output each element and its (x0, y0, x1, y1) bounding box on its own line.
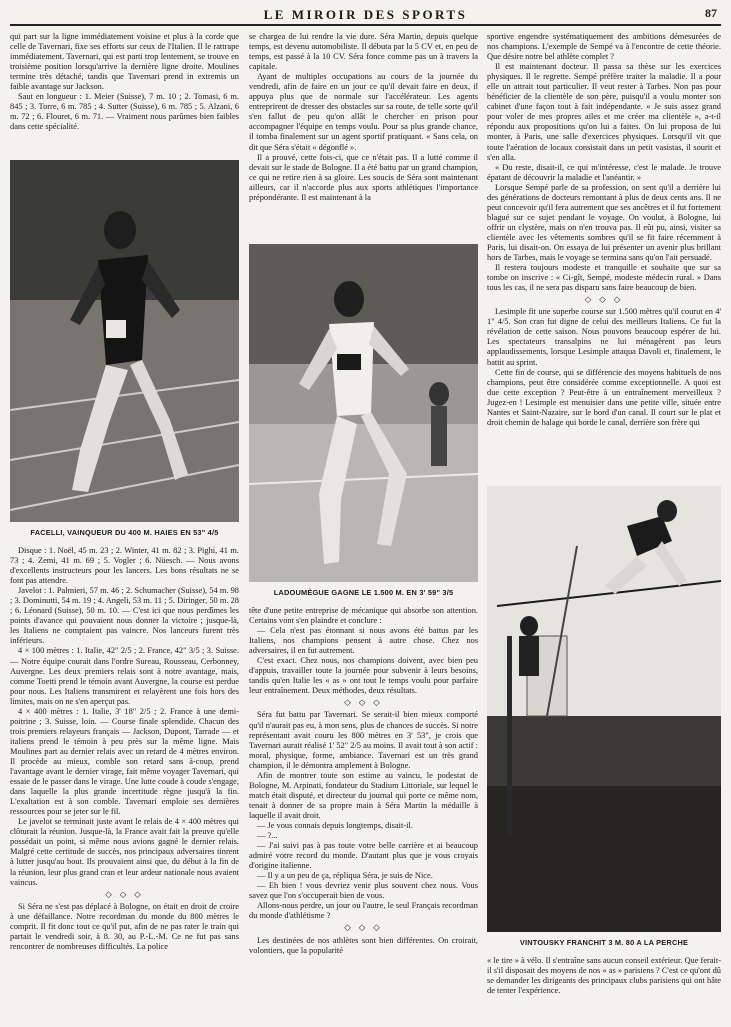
photo-caption-facelli: FACELLI, VAINQUEUR DU 400 M. HAIES EN 53" 4/5 (30, 528, 219, 537)
paragraph: Il est maintenant docteur. Il passa sa thèse sur les exercices physiques. Il le regrette. Sempé préfère traiter la maladie. Il a pour elle un attrait tout particulier. Il veut rester à Tarbes. Non pas pour bénéficier de la clientèle de son père, puisqu'il a voulu monter son cabinet d'une façon tout à fait indépendante. « Je suis assez grand pour voler de mes propres ailes et me créer ma clientèle », a-t-il répondu aux propositions qu'on lui a faites. On lui proposa de lui monter, à Paris, une salle d'exercices physiques. Lorsqu'il vit que toute l'aération de locaux consistait dans un petit vasistas, il sourit et s'en alla. (487, 62, 721, 162)
section-separator: ◇ ◇ ◇ (344, 923, 383, 933)
paragraph: Il restera toujours modeste et tranquille et souhaite que sur sa tombe on inscrive : « Ci-gît, Sempé, modeste médecin rural. » Dans tous les cas, il ne sera pas disparu sans faire beaucoup de bien. (487, 263, 721, 293)
header-rule (10, 24, 721, 26)
paragraph: Allons-nous perdre, un jour ou l'autre, le seul Français recordman du monde d'athlétisme ? (249, 901, 478, 921)
paragraph: Cette fin de course, qui se différencie des moyens habituels de nos champions, peut être considérée comme exceptionnelle. A quoi est due cette exception ? Peut-être à un entraînement merveilleux ? Jugez-en ! Lesimple est menuisier dans une petite ville, située entre Nantes et Saint-Nazaire, sur le bord d'un canal. Il court sur le plat et droit chemin de halage qui borde le canal, derrière son frère qui (487, 367, 721, 427)
paragraph: Si Séra ne s'est pas déplacé à Bologne, on était en droit de croire à une défaillance. Notre recordman du monde du 800 mètres le comprit. Il fit donc tout ce qu'il put, afin de ne pas rater le train qui partait le vendredi soir, à 8. 30, au P.-L.-M. Ce ne fut pas sans rencontrer de nombreuses difficultés. La police (10, 901, 239, 951)
paragraph: Il a prouvé, cette fois-ci, que ce n'était pas. Il a lutté comme il devait sur le stade de Bologne. Il a été battu par un grand champion, ce qui ne retire rien à sa gloire. Les soucis de Séra sont maintenant ailleurs, car il n'accorde plus aux sports athlétiques l'importance prépondérante. Il est maintenant à la (249, 152, 478, 202)
paragraph: Ayant de multiples occupations au cours de la journée du vendredi, afin de faire en un jour ce qu'il devait faire en deux, il appuya plus que de normale sur l'accélérateur. Les agents entreprirent de dresser des obstacles sur sa route, de telle sorte qu'il s'en fallut de peu qu'on allât le chercher en prison pour accompagner l'équipe en temps voulu. Pour sa plus grande chance, il tomba finalement sur un agent sportif pratiquant. « Sans cela, on dit que Séra s'était « dégonflé ». (249, 72, 478, 152)
photo-caption-vintousky: VINTOUSKY FRANCHIT 3 M. 80 A LA PERCHE (519, 938, 689, 947)
section-separator: ◇ ◇ ◇ (584, 295, 624, 305)
column-2-top-text (249, 32, 478, 238)
column-3-bottom-text (487, 956, 721, 1016)
paragraph: — Eh bien ! vous devriez venir plus souvent chez nous. Vous savez que l'on s'occuperait bien de vous. (249, 881, 478, 901)
paragraph: « le tire » à vélo. Il s'entraîne sans aucun conseil extérieur. Que ferait-il s'il disposait des moyens de nos « as » parisiens ? C'est ce qu'ont dû se demander les dirigeants des principaux clubs parisiens qui ont hâte de tenter l'expérience. (487, 956, 721, 996)
column-3-top-text (487, 32, 721, 480)
page-number: 87 (705, 6, 717, 20)
masthead-title: LE MIROIR DES SPORTS (263, 7, 468, 22)
paragraph: Séra fut battu par Tavernari. Se serait-il bien mieux comporté qu'il n'aurait pas eu, à mon sens, plus de chances de succès. Si notre représentant avait couru les 800 mètres en 3' 53", je crois que Tavernari aurait réalisé 1' 52" 2/5 au moins. Il avait tout à son actif : moral, physique, forme, ambiance. Tavernari est un très grand champion, il le démontra amplement à Bologne. (249, 710, 478, 770)
column-2-bottom-text (249, 606, 478, 1016)
column-1-top-text (10, 32, 239, 154)
photo-vintousky-pole-vault (487, 486, 721, 932)
paragraph: sportive engendre systématiquement des ambitions démesurées de nos champions. L'exemple de Sempé va à l'encontre de cette théorie. Que désire notre bel athlète complet ? (487, 32, 721, 62)
paragraph: Saut en longueur : 1. Meier (Suisse), 7 m. 10 ; 2. Tomasi, 6 m. 845 ; 3. Torre, 6 m. 785 ; 4. Sutter (Suisse), 6 m. 785 ; 5. Alzani, 6 m. 72 ; 6. Flouret, 6 m. 71. — Vraiment nous parûmes bien faibles dans cette spécialité. (10, 92, 239, 132)
paragraph: — J'ai suivi pas à pas toute votre belle carrière et ai beaucoup admiré votre record du monde. D'autant plus que je vous croyais d'origine italienne. (249, 841, 478, 871)
section-separator: ◇ ◇ ◇ (105, 889, 144, 899)
paragraph: Lorsque Sempé parle de sa profession, on sent qu'il a derrière lui des générations de docteurs remontant à plus de deux cents ans. Il ne peut concevoir qu'il fera autrement que ses ancêtres et il fut fortement blagué sur ce sujet pendant le voyage. On voulut, à Bologne, lui offrir un clystère, mais on n'en trouva pas. Il eût pu, ainsi, visiter sa clientèle avec les vêtements sombres qu'il se fit faire récemment à Paris, lui disait-on. On essaya de lui présenter un avenir plus brillant hors de Tarbes, mais le voyage se termina sans qu'on l'ait persuadé. (487, 182, 721, 263)
paragraph: Lesimple fit une superbe course sur 1.500 mètres qu'il courut en 4' 1" 4/5. Son cran fut digne de celui des meilleurs Italiens. Ce fut la révélation de cette saison. Nous pouvons beaucoup espérer de lui. Les spectateurs transalpins ne lui ménagèrent pas leurs applaudissements, lorsque Lesimple attaqua Davoli et, finalement, le battit au sprint. (487, 307, 721, 367)
section-separator: ◇ ◇ ◇ (344, 698, 383, 708)
photo-caption-ladoumegue: LADOUMÈGUE GAGNE LE 1.500 M. EN 3' 59" 3/5 (273, 588, 454, 597)
paragraph: Les destinées de nos athlètes sont bien différentes. On croirait, volontiers, que la popularité (249, 935, 478, 955)
paragraph: Afin de montrer toute son estime au vaincu, le podestat de Bologne, M. Arpinati, fondateur du Stadium Littoriale, sur lequel le match était disputé, et directeur du journal qui porte ce même nom, tenait à donner de sa propre main à Séra Martin la médaille à laquelle il avait droit. (249, 770, 478, 820)
paragraph: C'est exact. Chez nous, nos champions doivent, avec bien peu d'appuis, travailler toute la journée pour subvenir à leurs besoins, tandis qu'en Italie les « as » ont tout le temps voulu pour parfaire leur entraînement. Deux méthodes, deux résultats. (249, 656, 478, 696)
paragraph: — ?... (257, 831, 278, 841)
paragraph: Disque : 1. Noël, 45 m. 23 ; 2. Winter, 41 m. 82 ; 3. Pighi, 41 m. 73 ; 4. Zemi, 41 m. 69 ; 5. Vogler ; 6. Nüesch. — Nous avons d'excellents instructeurs pour les lancers. Les bons résultats ne se font pas attendre. (10, 546, 239, 586)
paragraph: tête d'une petite entreprise de mécanique qui absorbe son attention. Certains vont s'en plaindre et conclure : (249, 606, 478, 626)
paragraph: « Du reste, disait-il, ce qui m'intéresse, c'est le malade. Je trouve épatant de découvrir la maladie et l'anéantir. » (487, 162, 721, 182)
paragraph: qui part sur la ligne immédiatement voisine et plus à la corde que celle de Tavernari, fixe ses efforts sur ceux de l'Italien. Il le rattrape immédiatement. Tavernari, qui est parti trop lentement, se trouve en troisième position lorsqu'arrive la dernière ligne droite. Moulines termine très détaché, tandis que Tavernari prend in extremis un faible avantage sur Jackson. (10, 32, 239, 92)
paragraph: Le javelot se terminait juste avant le relais de 4 × 400 mètres qui clôturait la réunion. Jusque-là, la France avait fait la preuve qu'elle possédait un point, si même nous avions gagné le dernier relais. Malgré cette certitude de succès, nos principaux adversaires tinrent à lutter jusqu'au bout. Ils prouvaient ainsi que, du début à la fin de la réunion, leur plus grand cran et leur ardeur nationale nous avaient vaincus. (10, 817, 239, 887)
photo-facelli-hurdler (10, 160, 239, 522)
paragraph: — Je vous connais depuis longtemps, disait-il. (257, 820, 413, 830)
paragraph: — Cela n'est pas étonnant si nous avons été battus par les Italiens, nos champions pensent à autre chose. Chez nos adversaires, il en fut autrement. (249, 626, 478, 656)
column-1-bottom-text (10, 546, 239, 1016)
paragraph: 4 × 400 mètres : 1. Italie, 3' 18" 2/5 ; 2. France à une demi-poitrine ; 3. Suisse, loin. — Course finale splendide. Chacun des trois premiers relayeurs français — Jackson, Dupont, Tarrade — et italiens prend le témoin à peu près sur la même ligne. Mais Moulines part au dernier relais avec un retard de 4 mètres environ. Il procède au mieux, comble son retard sans à-coup, prend l'avantage avant le dernier virage, fait même voyager Tavernari, qui essaie de le passer dans le virage. Une lutte coude à coude s'engage, dans laquelle la plus grande incertitude règne jusqu'à la fin. L'exaltation est à son comble. Tavernari emploie ses dernières ressources pour se jeter sur le fil. (10, 706, 239, 817)
paragraph: 4 × 100 mètres : 1. Italie, 42" 2/5 ; 2. France, 42" 3/5 ; 3. Suisse. — Notre équipe courait dans l'ordre Sureau, Rousseau, Cerbonney, Auvergne. Les deux premiers relais sont à notre avantage, mais, comme Toetti prend le témoin avant Auvergne, la course est perdue pour nous. Les Italiens transmirent et relayèrent une fois hors des limites, mais on ne s'en aperçut pas. (10, 646, 239, 706)
paragraph: Javelot : 1. Palmieri, 57 m. 46 ; 2. Schumacher (Suisse), 54 m. 98 ; 3. Dominutti, 54 m. 19 ; 4. Angeli, 53 m. 11 ; 5. Diringer, 50 m. 28 ; 6. Léonard (Suisse), 50 m. 10. — C'est ici que nous perdîmes les points d'avance qui pouvaient nous donner la victoire ; jusque-là, les Italiens ne comptaient pas vaincre. Nos lanceurs furent très inférieurs. (10, 586, 239, 646)
paragraph: se chargea de lui rendre la vie dure. Séra Martin, depuis quelque temps, est devenu automobiliste. Il débuta par la 5 CV et, en peu de temps, est passé à la 10 CV. Séra fonce comme pas un à travers la capitale. (249, 32, 478, 72)
photo-ladoumegue-runner (249, 244, 478, 582)
paragraph: — Il y a un peu de ça, répliqua Séra, je suis de Nice. (257, 871, 433, 881)
